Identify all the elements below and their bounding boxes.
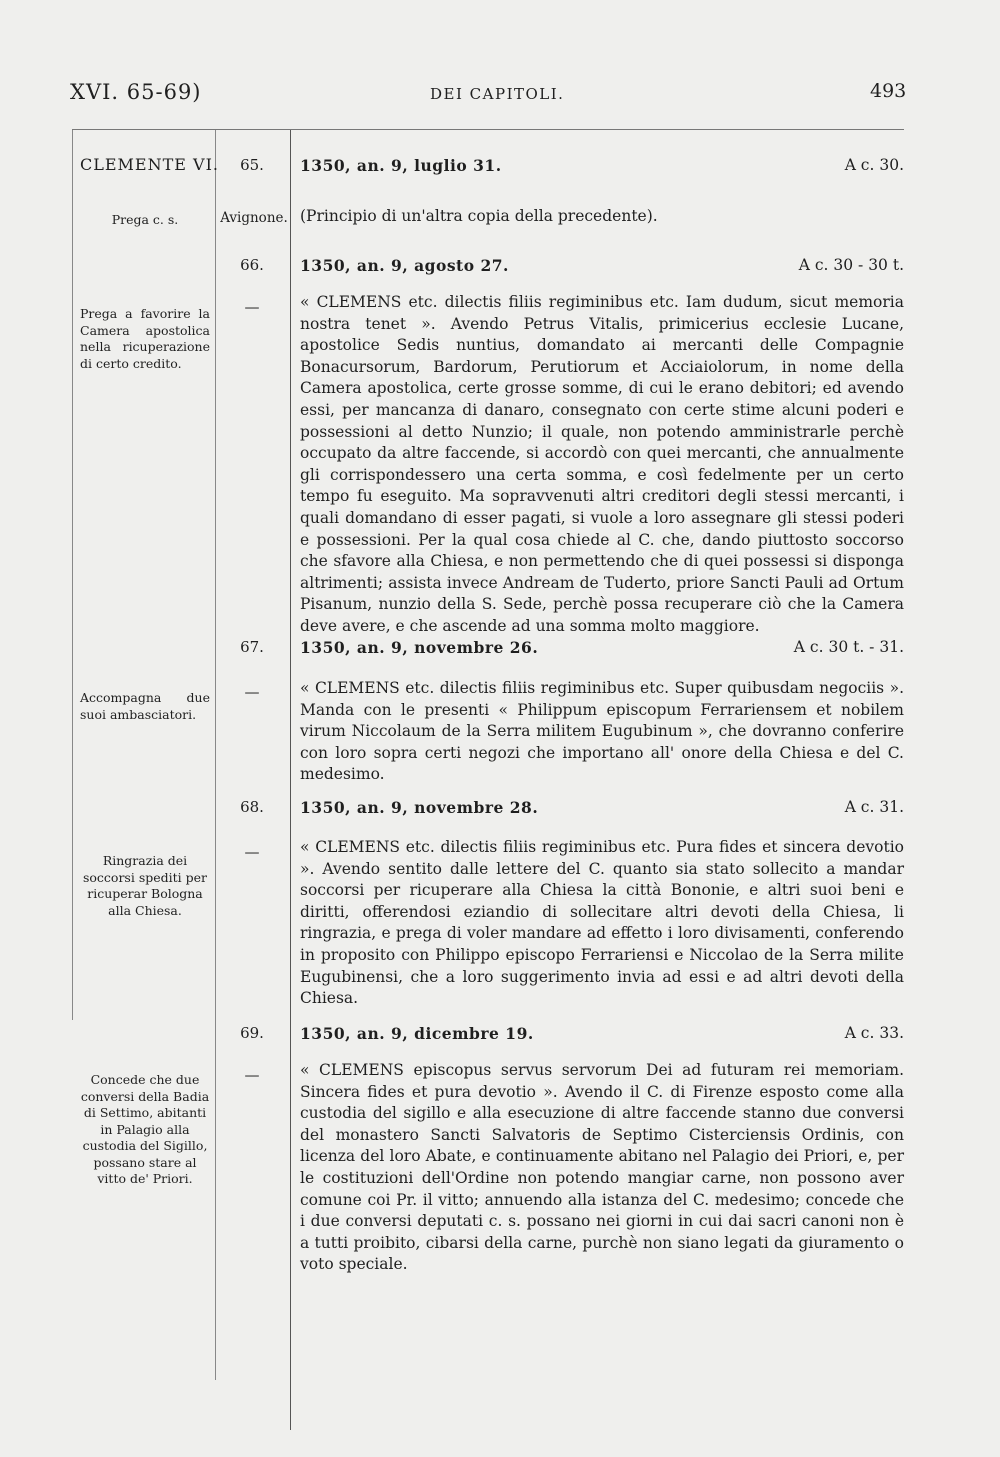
entry-heading xyxy=(300,638,904,657)
entry-number: 68. xyxy=(240,798,264,816)
entry-summary: Ringrazia dei soccorsi spediti per ricuperar Bologna alla Chiesa. xyxy=(82,853,207,918)
page-title: DEI CAPITOLI. xyxy=(430,85,565,103)
entry-place: — xyxy=(244,683,260,701)
section-range: XVI. 65-69) xyxy=(70,80,202,104)
entry-heading xyxy=(300,1024,904,1043)
entry-text: « CLEMENS episcopus servus servorum Dei ad futuram rei memoriam. Sincera fides et pura devotio ». Avendo il C. di Firenze esposto come alla custodia del sigillo e alla esecuzione di altre faccende stanno due conversi del monastero Sancti Salvatoris de Septimo Cisterciensis Ordinis, con licenza del loro Abate, e continuamente abitano nel Palagio dei Priori, e, per le costituzioni dell'Ordine non potendo mangiar carne, non possono aver comune coi Pr. il vitto; annuendo alla istanza del C. medesimo; concede che i due conversi deputati c. s. possano nei giorni in cui dai sacri canoni non è a tutti proibito, cibarsi della carne, purchè non siano legati da giuramento o voto speciale. xyxy=(300,1061,904,1274)
entry-date: 1350, an. 9, novembre 26. xyxy=(300,638,539,657)
page-number: 493 xyxy=(870,80,907,102)
column-rule-middle xyxy=(215,130,216,1380)
entry-date: 1350, an. 9, agosto 27. xyxy=(300,256,509,275)
entry-summary: Prega a favorire la Camera apostolica nella ricuperazione di certo credito. xyxy=(80,306,210,371)
column-rule-left xyxy=(72,130,73,1020)
entry-heading xyxy=(300,798,904,817)
entry-place: — xyxy=(244,843,260,861)
entry-summary: Concede che due conversi della Badia di Settimo, abitanti in Palagio alla custodia del Sigillo, possano stare al vitto de' Priori. xyxy=(80,1072,210,1186)
column-title: CLEMENTE VI. xyxy=(80,155,220,174)
entry-text: « CLEMENS etc. dilectis filiis regiminibus etc. Iam dudum, sicut memoria nostra tenet ». Avendo Petrus Vitalis, primicerius ecclesie Lucane, apostolice Sedis nuntius, domandato ai mercanti delle Compagnie Bonacursorum, Bardorum, Perutiorum et Acciaiolorum, in nome della Camera apostolica, certe grosse somme, di cui le erano debitori; ed avendo essi, per mancanza di danaro, consegnato con certe stime alcuni poderi e possessioni al detto Nunzio; il quale, non potendo amministrarle perchè occupato da altre faccende, si accordò con quei mercanti, che annualmente gli corrispondessero una certa somma, e così fedelmente per un certo tempo fu eseguito. Ma sopravvenuti altri creditori degli stessi mercanti, i quali domandano di esser pagati, si vuole a loro assegnare gli stessi poderi e possessioni. Per la qual cosa chiede al C. che, dando piuttosto soccorso che sfavore alla Chiesa, e non permettendo che di quei possessi si disponga altrimenti; assista invece Andream de Tuderto, priore Sancti Pauli ad Ortum Pisanum, nunzio della S. Sede, perchè possa recuperare ciò che la Camera deve avere, e che ascende ad una somma molto maggiore. xyxy=(300,293,904,635)
entry-text: « CLEMENS etc. dilectis filiis regiminibus etc. Super quibusdam negociis ». Manda con le presenti « Philippum episcopum Ferrariensem et nobilem virum Niccolaum de la Serra militem Eugubinum », che dovranno conferire con loro sopra certi negozi che importano all' onore della Chiesa e del C. medesimo. xyxy=(300,679,904,784)
entry-number: 67. xyxy=(240,638,264,656)
header-rule xyxy=(72,129,904,130)
entry-place: — xyxy=(244,298,260,316)
entry-reference: A c. 33. xyxy=(844,1024,904,1042)
entry-place: Avignone. xyxy=(220,210,288,226)
entry-date: 1350, an. 9, dicembre 19. xyxy=(300,1024,534,1043)
entry-date: 1350, an. 9, luglio 31. xyxy=(300,156,502,175)
entry-summary: Prega c. s. xyxy=(111,212,179,227)
entry-heading xyxy=(300,256,904,275)
entry-text: « CLEMENS etc. dilectis filiis regiminibus etc. Pura fides et sincera devotio ». Avendo sentito dalle lettere del C. quanto sia stato sollecito a mandar soccorsi per ricuperare alla Chiesa la città Bononie, e altri suoi beni e diritti, offerendosi eziandio di sollecitare altri devoti della Chiesa, li ringrazia, e prega di voler mandare ad effetto i loro divisamenti, conferendo in proposito con Philippo episcopo Ferrariensi e Niccolao de la Serra milite Eugubinensi, che a loro suggerimento invia ad essi e ad altri devoti della Chiesa. xyxy=(300,838,904,1008)
entry-date: 1350, an. 9, novembre 28. xyxy=(300,798,539,817)
entry-number: 65. xyxy=(240,156,264,174)
entry-reference: A c. 30 t. - 31. xyxy=(793,638,904,656)
entry-reference: A c. 30. xyxy=(844,156,904,174)
running-header xyxy=(0,80,1000,110)
entry-number: 66. xyxy=(240,256,264,274)
entry-number: 69. xyxy=(240,1024,264,1042)
entry-summary: Accompagna due suoi ambasciatori. xyxy=(80,690,210,722)
entry-heading xyxy=(300,156,904,175)
entry-place: — xyxy=(244,1066,260,1084)
entry-reference: A c. 30 - 30 t. xyxy=(798,256,904,274)
entry-text: (Principio di un'altra copia della precedente). xyxy=(300,207,658,225)
column-rule-right xyxy=(290,130,291,1430)
entry-reference: A c. 31. xyxy=(844,798,904,816)
